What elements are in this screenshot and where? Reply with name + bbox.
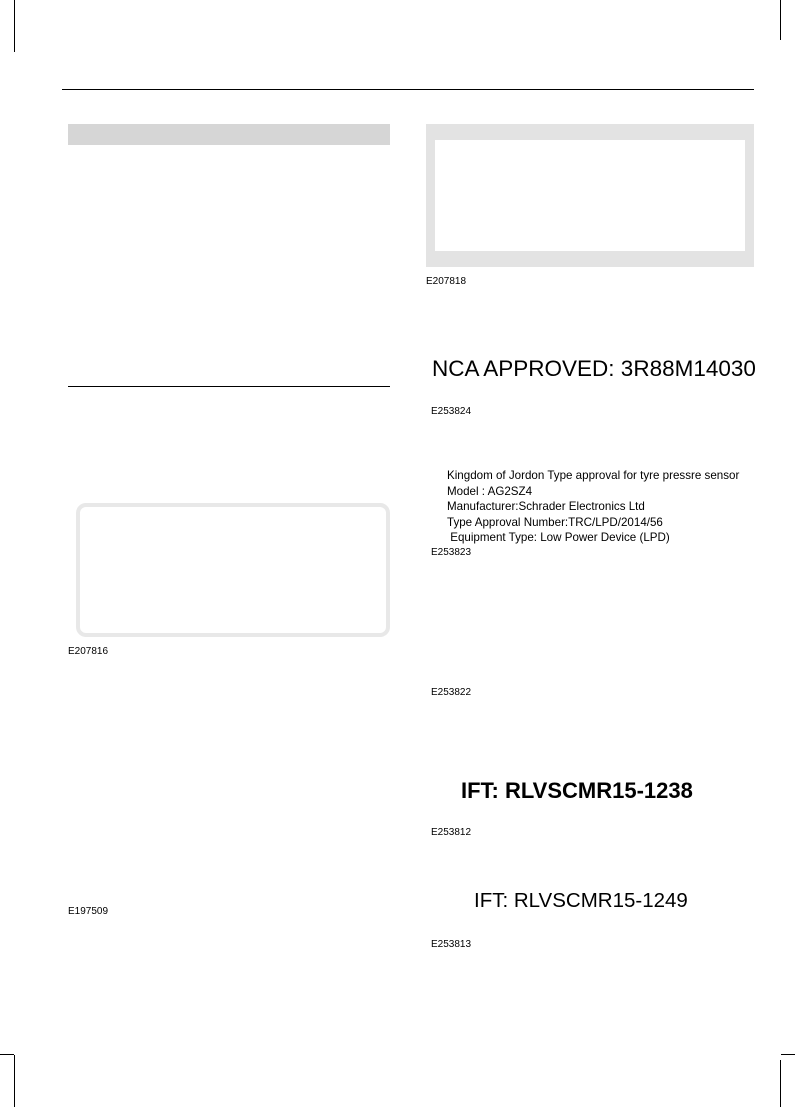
header-rule <box>62 89 754 90</box>
ift-approval-text: IFT: RLVSCMR15-1249 <box>474 889 688 912</box>
image-code-e207816: E207816 <box>68 646 109 657</box>
label-image-inner <box>435 140 745 251</box>
approval-label-image <box>76 503 390 637</box>
image-code-e253822: E253822 <box>431 687 472 698</box>
nca-approval-text: NCA APPROVED: 3R88M14030 <box>432 356 756 381</box>
crop-mark <box>780 0 781 40</box>
crop-mark <box>780 1060 781 1107</box>
crop-mark <box>14 0 15 52</box>
image-code-e253812: E253812 <box>431 827 472 838</box>
image-code-e197509: E197509 <box>68 906 109 917</box>
jordan-line: Manufacturer:Schrader Electronics Ltd <box>447 500 645 514</box>
jordan-line: Kingdom of Jordon Type approval for tyre pressre sensor <box>447 469 740 482</box>
crop-mark <box>0 1054 14 1055</box>
approval-label-image <box>426 124 754 267</box>
section-divider <box>68 386 390 387</box>
jordan-line: Type Approval Number:TRC/LPD/2014/56 <box>447 515 663 529</box>
jordan-line: Model : AG2SZ4 <box>447 484 533 498</box>
crop-mark <box>14 1055 15 1107</box>
image-code-e253823: E253823 <box>431 547 472 558</box>
jordan-line: Equipment Type: Low Power Device (LPD) <box>447 531 670 545</box>
crop-mark <box>781 1054 795 1055</box>
section-heading-bar <box>68 124 390 145</box>
image-code-e253813: E253813 <box>431 939 472 950</box>
image-code-e207818: E207818 <box>426 276 467 287</box>
image-code-e253824: E253824 <box>431 406 472 417</box>
ift-approval-text-bold: IFT: RLVSCMR15-1238 <box>461 778 693 803</box>
jordan-approval-label <box>447 468 739 546</box>
